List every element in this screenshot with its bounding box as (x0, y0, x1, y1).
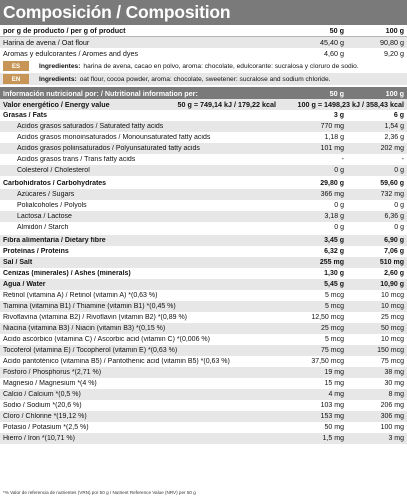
nutrition-row-value-50g: 0 g (334, 202, 344, 209)
nutrition-row-value-50g: 37,50 mcg (311, 358, 344, 365)
nutrition-row-value-100g: 7,06 g (384, 248, 404, 255)
nutrition-row (0, 154, 407, 165)
nutrition-row-label: Proteínas / Proteins (3, 248, 69, 255)
nutrition-row (0, 411, 407, 422)
nutrition-row (0, 356, 407, 367)
nutrition-row-label: Retinol (vitamina A) / Retinol (vitamin A) *(0,63 %) (3, 292, 158, 299)
energy-value-100g: 100 g = 1498,23 kJ / 358,43 kcal (297, 100, 404, 109)
nutrition-row (0, 433, 407, 444)
composition-header-col-50g: 50 g (329, 26, 344, 35)
nutrition-table (0, 110, 407, 444)
nutrition-row (0, 110, 407, 121)
ingredients-text-en: oat flour, cocoa powder, aroma: chocolate, sweetener: sucralose and sodium chloride. (79, 75, 331, 83)
nutrition-row-value-100g: 0 g (394, 167, 404, 174)
composition-row-value-100g: 90,80 g (380, 38, 404, 47)
nutrition-row (0, 323, 407, 334)
nutrition-row-label: Calcio / Calcium *(0,5 %) (3, 391, 81, 398)
nutrition-row-label: Carbohidratos / Carbohydrates (3, 180, 107, 187)
ingredients-label-es: Ingredientes: (39, 62, 81, 70)
nutrition-row (0, 143, 407, 154)
nutrition-row (0, 389, 407, 400)
nutrition-row-label: Rivoflavina (vitamina B2) / Rivoflavin (vitamin B2) *(0,89 %) (3, 314, 188, 321)
nutrition-row-label: Ácidos grasos monoinsaturados / Monounsaturated fatty acids (17, 134, 211, 141)
nutrition-row (0, 189, 407, 200)
nutrition-row (0, 132, 407, 143)
energy-value-50g: 50 g = 749,14 kJ / 179,22 kcal (177, 100, 276, 109)
composition-row (0, 48, 407, 59)
nutrition-row-value-100g: 6 g (393, 112, 404, 119)
nutrition-row (0, 268, 407, 279)
nutrition-row (0, 400, 407, 411)
nutrition-row (0, 246, 407, 257)
nutrition-row-value-50g: 25 mcg (321, 325, 344, 332)
ingredients-row-es (0, 60, 407, 72)
nutrition-row (0, 422, 407, 433)
energy-label: Valor energético / Energy value (3, 100, 110, 109)
nutrition-row-value-50g: 4 mg (328, 391, 344, 398)
nutrition-row-value-50g: 5 mcg (324, 292, 344, 299)
nutrition-row-value-50g: 19 mg (324, 369, 344, 376)
language-badge-es: ES (3, 61, 29, 71)
nutrition-row-label: Hierro / Iron *(10,71 %) (3, 435, 75, 442)
nutrition-row-value-50g: 12,50 mcg (311, 314, 344, 321)
nutrition-row (0, 222, 407, 233)
nutrition-row-label: Agua / Water (3, 281, 46, 288)
ingredients-label-en: Ingredients: (39, 75, 77, 83)
nutrition-row-value-50g: 50 mg (324, 424, 344, 431)
ingredients-row-en (0, 73, 407, 85)
nutrition-row-value-50g: 5,45 g (324, 281, 344, 288)
nutrition-header-label: Información nutricional por: / Nutritional information per: (3, 88, 198, 98)
nutrition-row-value-100g: 38 mg (384, 369, 404, 376)
nutrition-row-value-100g: 202 mg (380, 145, 404, 152)
nutrition-row-label: Ácidos grasos trans / Trans fatty acids (17, 156, 136, 163)
nutrition-row (0, 178, 407, 189)
nutrition-row-label: Fósforo / Phosphorus *(2,71 %) (3, 369, 102, 376)
nutrition-row-value-100g: 10 mcg (381, 303, 404, 310)
nutrition-row-value-100g: 732 mg (380, 191, 404, 198)
nutrition-row-value-100g: 8 mg (388, 391, 404, 398)
nutrition-row (0, 290, 407, 301)
nutrition-row-label: Cloro / Chlorine *(19,12 %) (3, 413, 87, 420)
nutrition-row-value-100g: 1,54 g (384, 123, 404, 130)
nutrition-row-value-50g: 6,32 g (324, 248, 344, 255)
nutrition-row (0, 200, 407, 211)
nutrition-row-value-100g: 2,36 g (384, 134, 404, 141)
nutrition-row-value-50g: 5 mcg (324, 303, 344, 310)
nutrition-row (0, 121, 407, 132)
nutrition-row-value-100g: 3 mg (388, 435, 404, 442)
nutrition-row-value-100g: 30 mg (384, 380, 404, 387)
nutrition-row-value-100g: 0 g (394, 224, 404, 231)
nutrition-row-value-50g: 1,30 g (324, 270, 344, 277)
nutrition-row-value-50g: 366 mg (320, 191, 344, 198)
nutrition-row-label: Ácidos grasos saturados / Saturated fatty acids (17, 123, 164, 130)
nutrition-row-value-50g: 5 mcg (324, 336, 344, 343)
nutrition-row (0, 211, 407, 222)
composition-row-label: Aromas y edulcorantes / Aromes and dyes (3, 49, 139, 58)
nutrition-row-value-50g: 1,5 mg (322, 435, 344, 442)
nutrition-row-value-50g: 75 mcg (321, 347, 344, 354)
composition-header-col-100g: 100 g (385, 26, 404, 35)
nutrition-row (0, 279, 407, 290)
nutrition-row-value-50g: 15 mg (324, 380, 344, 387)
page-title: Composición / Composition (3, 2, 231, 22)
nutrition-row-value-100g: 2,60 g (384, 270, 404, 277)
composition-row-value-100g: 9,20 g (384, 49, 404, 58)
nutrition-row-value-100g: 59,60 g (380, 180, 404, 187)
nutrition-row-value-50g: 3 g (333, 112, 344, 119)
nutrition-row-value-100g: 510 mg (379, 259, 404, 266)
nutrition-row (0, 312, 407, 323)
nutrition-row-value-100g: 150 mcg (377, 347, 404, 354)
nutrition-row-value-50g: 3,45 g (324, 237, 344, 244)
nutrition-row (0, 165, 407, 176)
nutrition-row-value-50g: 101 mg (320, 145, 344, 152)
nutrition-row (0, 345, 407, 356)
nutrition-row-label: Almidón / Starch (17, 224, 69, 231)
nutrition-row-value-50g: 103 mg (320, 402, 344, 409)
nutrition-row-value-50g: 0 g (334, 167, 344, 174)
energy-row (0, 99, 407, 110)
nutrition-row (0, 378, 407, 389)
composition-header-label: por g de producto / per g of product (3, 26, 126, 35)
nutrition-row-value-100g: 0 g (394, 202, 404, 209)
nutrition-row-label: Sal / Salt (3, 259, 33, 266)
nutrition-header-col-100g: 100 g (385, 88, 404, 98)
nutrition-row (0, 235, 407, 246)
nutrition-row-value-100g: 6,90 g (384, 237, 404, 244)
nutrition-header (0, 87, 407, 99)
nutrition-row-value-100g: 100 mg (380, 424, 404, 431)
nutrition-row-value-100g: 10 mcg (381, 336, 404, 343)
nutrition-row-value-100g: 75 mcg (381, 358, 404, 365)
nutrition-row (0, 367, 407, 378)
composition-row-label: Harina de avena / Oat flour (3, 38, 90, 47)
nutrition-row-label: Colesterol / Cholesterol (17, 167, 90, 174)
composition-row-value-50g: 4,60 g (324, 49, 344, 58)
nutrition-row-value-50g: 3,18 g (324, 213, 344, 220)
nutrition-header-col-50g: 50 g (329, 88, 344, 98)
nutrition-row-value-50g: 255 mg (319, 259, 344, 266)
footnote: *% Valor de referencia de nutrientes (VRN) por 50 g / Nutrient Reference Value (NRV) per 50 g (3, 490, 196, 495)
nutrition-row-value-100g: 206 mg (380, 402, 404, 409)
nutrition-row-label: Tocoferol (vitamina E) / Tocopherol (vitamin E) *(0,63 %) (3, 347, 178, 354)
nutrition-row-label: Cenizas (minerales) / Ashes (minerals) (3, 270, 131, 277)
nutrition-row-label: Sodio / Sodium *(20,6 %) (3, 402, 82, 409)
nutrition-row-value-100g: 306 mg (380, 413, 404, 420)
nutrition-row-value-50g: 0 g (334, 224, 344, 231)
nutrition-row-label: Potasio / Potasium *(2,5 %) (3, 424, 89, 431)
nutrition-row-label: Grasas / Fats (3, 112, 47, 119)
composition-row (0, 37, 407, 48)
nutrition-row-value-100g: 6,36 g (384, 213, 404, 220)
composition-row-value-50g: 45,40 g (320, 38, 344, 47)
nutrition-row-value-50g: 153 mg (320, 413, 344, 420)
title-bar (0, 0, 407, 25)
nutrition-row-value-50g: 1,18 g (324, 134, 344, 141)
nutrition-row-value-100g: 50 mcg (381, 325, 404, 332)
nutrition-row (0, 334, 407, 345)
nutrition-row-label: Polialcoholes / Polyols (17, 202, 87, 209)
nutrition-row-value-100g: 10 mcg (381, 292, 404, 299)
nutrition-row-value-100g: 25 mcg (381, 314, 404, 321)
nutrition-row-value-100g: 10,90 g (380, 281, 404, 288)
ingredients-text-es: harina de avena, cacao en polvo, aroma: chocolate, edulcorante: sucralosa y cloruro de sodio. (83, 62, 359, 70)
nutrition-row (0, 257, 407, 268)
nutrition-row-label: Azúcares / Sugars (17, 191, 75, 198)
nutrition-row-value-100g: - (401, 156, 404, 163)
nutrition-row (0, 301, 407, 312)
nutrition-row-value-50g: 770 mg (320, 123, 344, 130)
nutrition-row-label: Magnesio / Magnesium *(4 %) (3, 380, 97, 387)
nutrition-row-label: Lactosa / Lactose (17, 213, 72, 220)
nutrition-row-label: Tiamina (vitamina B1) / Thiamine (vitamin B1) *(0,45 %) (3, 303, 176, 310)
nutrition-row-value-50g: - (341, 156, 344, 163)
nutrition-row-label: Ácido ascórbico (vitamina C) / Ascorbic acid (vitamin C) *(0,006 %) (3, 336, 210, 343)
nutrition-row-label: Niacina (vitamina B3) / Niacin (vitamin B3) *(0,15 %) (3, 325, 166, 332)
composition-header-row (0, 25, 407, 36)
language-badge-en: EN (3, 74, 29, 84)
nutrition-row-label: Ácido pantoténico (vitamina B5) / Pantothenic acid (vitamin B5) *(0,63 %) (3, 358, 230, 365)
nutrition-row-value-50g: 29,80 g (320, 180, 344, 187)
nutrition-row-label: Fibra alimentaria / Dietary fibre (3, 237, 106, 244)
nutrition-row-label: Ácidos grasos poliinsaturados / Polyunsaturated fatty acids (17, 145, 200, 152)
